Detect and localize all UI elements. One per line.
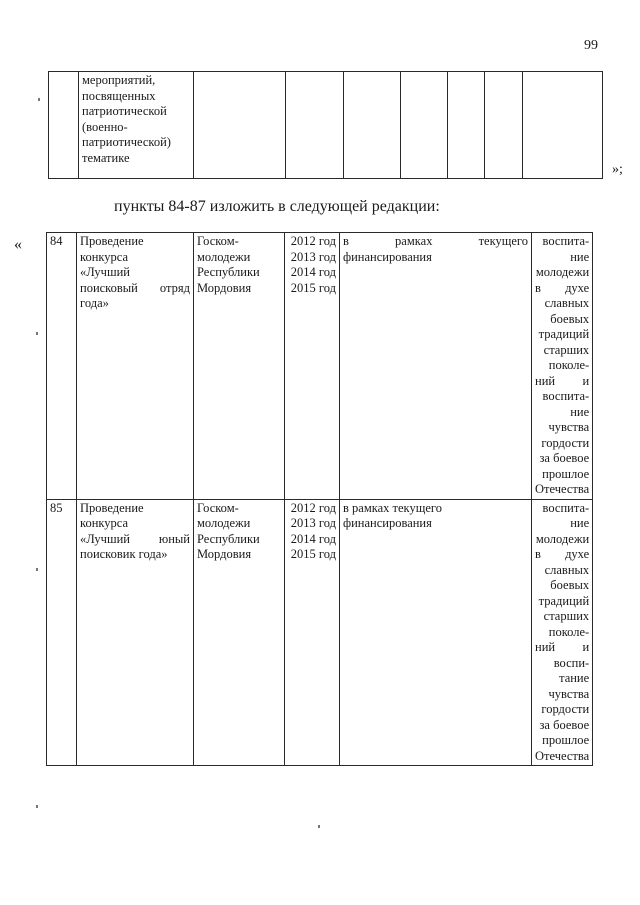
top-description-line: патриотической) bbox=[82, 135, 171, 149]
row-number: 85 bbox=[47, 499, 77, 766]
top-table-fragment bbox=[48, 71, 603, 179]
table-row bbox=[47, 233, 593, 500]
purpose-line: ний и bbox=[535, 373, 590, 388]
purpose-cell bbox=[532, 499, 593, 766]
event-line: Проведение bbox=[80, 500, 144, 515]
purpose-line: в духе bbox=[535, 547, 590, 561]
top-description-line: (военно- bbox=[82, 119, 128, 134]
scan-speck bbox=[36, 568, 38, 571]
top-description-cell bbox=[79, 72, 194, 179]
amendment-instruction: пункты 84-87 изложить в следующей редакции: bbox=[114, 198, 440, 215]
purpose-line: ние bbox=[570, 249, 590, 264]
purpose-line: молодежи bbox=[535, 265, 590, 279]
funding-line: в рамках текущего bbox=[343, 500, 442, 515]
funding-cell bbox=[340, 233, 532, 500]
event-line: поисковый отряд bbox=[80, 280, 190, 295]
years-cell bbox=[285, 233, 340, 500]
purpose-line: поколе- bbox=[548, 624, 590, 639]
event-line: «Лучший юный bbox=[80, 531, 190, 546]
purpose-line: славных bbox=[544, 296, 590, 310]
funding-line: финансирования bbox=[343, 249, 432, 264]
page-number: 99 bbox=[584, 38, 598, 53]
year-line: 2014 год bbox=[290, 265, 336, 279]
purpose-line: за боевое bbox=[539, 451, 590, 465]
year-line: 2015 год bbox=[290, 280, 336, 295]
top-empty-cell bbox=[448, 72, 485, 179]
purpose-line: традиций bbox=[538, 327, 590, 341]
scan-speck bbox=[38, 98, 40, 101]
funding-line: в рамках текущего bbox=[343, 234, 528, 248]
purpose-line: традиций bbox=[538, 593, 590, 608]
purpose-line: Отечества bbox=[535, 482, 590, 496]
scan-speck bbox=[36, 332, 38, 335]
scan-speck bbox=[36, 805, 38, 808]
executor-line: Госком- bbox=[197, 500, 239, 515]
purpose-line: воспита- bbox=[542, 389, 590, 403]
executor-line: Республики bbox=[197, 531, 260, 546]
executor-line: молодежи bbox=[197, 516, 251, 530]
event-line: конкурса bbox=[80, 516, 129, 530]
top-description-line: мероприятий, bbox=[82, 73, 156, 87]
purpose-line: поколе- bbox=[548, 358, 590, 372]
purpose-cell bbox=[532, 233, 593, 500]
purpose-line: за боевое bbox=[539, 717, 590, 732]
purpose-line: старших bbox=[543, 609, 590, 623]
funding-line: финансирования bbox=[343, 516, 432, 530]
year-line: 2013 год bbox=[290, 516, 336, 530]
top-empty-cell bbox=[401, 72, 448, 179]
event-line: «Лучший bbox=[80, 265, 130, 279]
purpose-line: боевых bbox=[550, 311, 590, 326]
top-description-line: посвященных bbox=[82, 88, 156, 103]
table-row bbox=[47, 499, 593, 766]
purpose-line: воспи- bbox=[553, 655, 590, 670]
event-cell bbox=[77, 233, 194, 500]
year-line: 2012 год bbox=[290, 234, 336, 248]
executor-line: молодежи bbox=[197, 249, 251, 264]
top-empty-cell bbox=[485, 72, 523, 179]
scan-speck bbox=[318, 825, 320, 828]
purpose-line: воспита- bbox=[542, 234, 590, 248]
purpose-line: гордости bbox=[541, 702, 590, 716]
top-empty-cell bbox=[523, 72, 603, 179]
executor-line: Госком- bbox=[197, 234, 239, 248]
top-empty-cell bbox=[344, 72, 401, 179]
executor-line: Республики bbox=[197, 265, 260, 279]
purpose-line: славных bbox=[544, 562, 590, 577]
event-line: поисковик года» bbox=[80, 547, 168, 561]
purpose-line: в духе bbox=[535, 280, 590, 295]
years-cell bbox=[285, 499, 340, 766]
executor-cell bbox=[194, 233, 285, 500]
purpose-line: тание bbox=[559, 671, 590, 685]
purpose-line: молодежи bbox=[535, 531, 590, 546]
funding-cell bbox=[340, 499, 532, 766]
executor-cell bbox=[194, 499, 285, 766]
event-cell bbox=[77, 499, 194, 766]
year-line: 2015 год bbox=[290, 547, 336, 561]
top-description-line: тематике bbox=[82, 150, 130, 165]
purpose-line: воспита- bbox=[542, 500, 590, 515]
top-num-cell bbox=[49, 72, 79, 179]
event-line: года» bbox=[80, 296, 109, 310]
year-line: 2014 год bbox=[290, 531, 336, 546]
purpose-line: гордости bbox=[541, 435, 590, 450]
amended-items-table bbox=[46, 232, 593, 766]
purpose-line: Отечества bbox=[535, 748, 590, 763]
purpose-line: ние bbox=[570, 404, 590, 419]
top-empty-cell bbox=[286, 72, 344, 179]
executor-line: Мордовия bbox=[197, 547, 252, 561]
event-line: конкурса bbox=[80, 249, 129, 264]
row-number: 84 bbox=[47, 233, 77, 500]
opening-quote: « bbox=[14, 236, 22, 253]
purpose-line: прошлое bbox=[542, 733, 590, 747]
closing-quote: »; bbox=[612, 162, 623, 177]
top-empty-cell bbox=[194, 72, 286, 179]
purpose-line: ний и bbox=[535, 640, 590, 654]
purpose-line: ние bbox=[570, 516, 590, 530]
purpose-line: старших bbox=[543, 342, 590, 357]
purpose-line: боевых bbox=[550, 578, 590, 592]
year-line: 2012 год bbox=[290, 500, 336, 515]
purpose-line: чувства bbox=[548, 420, 590, 434]
top-description-line: патриотической bbox=[82, 104, 167, 118]
purpose-line: прошлое bbox=[542, 466, 590, 481]
executor-line: Мордовия bbox=[197, 280, 252, 295]
event-line: Проведение bbox=[80, 234, 144, 248]
year-line: 2013 год bbox=[290, 249, 336, 264]
purpose-line: чувства bbox=[548, 686, 590, 701]
